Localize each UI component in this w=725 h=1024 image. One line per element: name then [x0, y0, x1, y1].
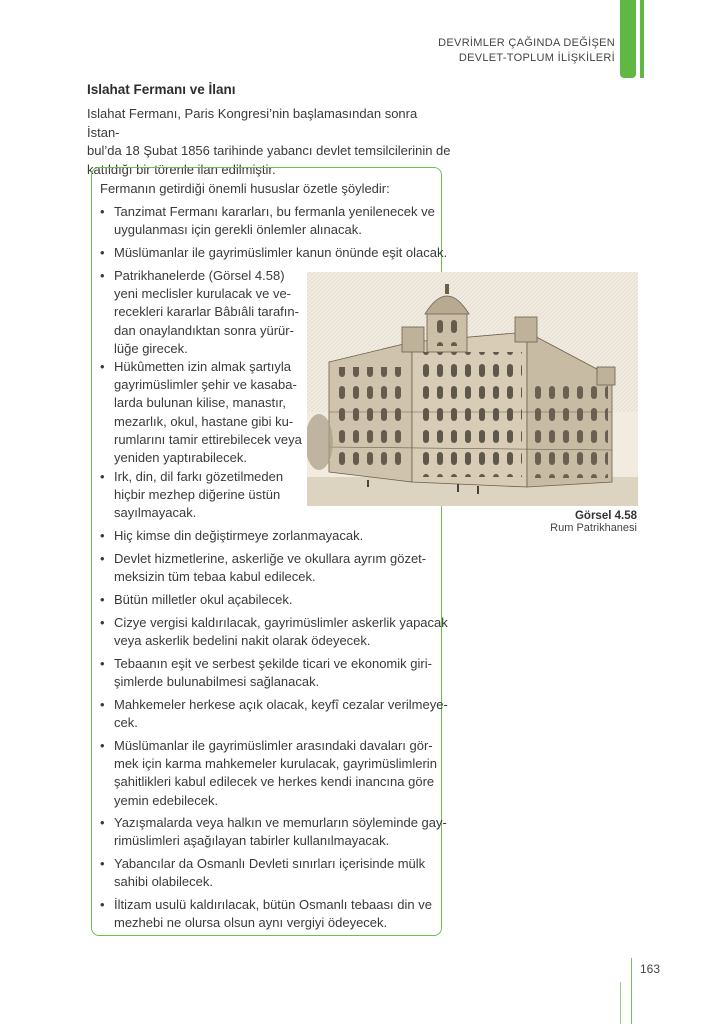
- summary-item-line: gayrimüslimler şehir ve kasaba-: [114, 377, 297, 393]
- summary-item-line: Irk, din, dil farkı gözetilmeden: [114, 469, 284, 484]
- summary-item-line: rimüslimleri aşağılayan tabirler kullanılmayacak.: [114, 833, 390, 849]
- summary-item-line: veya askerlik bedelini nakit olarak ödeyecek.: [114, 633, 371, 649]
- summary-item-text: [114, 358, 302, 467]
- summary-item-text: [114, 614, 448, 650]
- patriarchate-illustration: [307, 272, 638, 506]
- bullet-icon: •: [100, 592, 105, 607]
- bullet-icon: •: [100, 615, 105, 630]
- summary-item-line: mezhebi ne olursa olsun aynı vergiyi ödeyecek.: [114, 915, 388, 931]
- summary-item-line: hiçbir mezhep diğerine üstün: [114, 487, 281, 503]
- summary-item-line: sahibi olabilecek.: [114, 874, 214, 890]
- bullet-icon: •: [100, 738, 105, 753]
- summary-item-line: şahitlikleri kabul edilecek ve herkes kendi inancına göre: [114, 774, 435, 790]
- summary-item-line: Hükûmetten izin almak şartıyla: [114, 359, 292, 374]
- figure-caption: Rum Patrikhanesi: [550, 522, 637, 534]
- bullet-icon: •: [100, 551, 105, 566]
- summary-item-line: rumlarını tamir ettirebilecek veya: [114, 431, 302, 447]
- summary-item-text: [114, 468, 283, 523]
- summary-item-line: meksizin tüm tebaa kabul edilecek.: [114, 569, 316, 585]
- summary-item-line: cek.: [114, 715, 138, 731]
- summary-item-line: yemin edebilecek.: [114, 792, 219, 808]
- bullet-icon: •: [100, 268, 105, 283]
- header-line-1: DEVRİMLER ÇAĞINDA DEĞİŞEN: [438, 37, 615, 49]
- bullet-icon: •: [100, 359, 105, 374]
- running-header: [438, 36, 615, 66]
- summary-item-line: yeni meclisler kurulacak ve ve-: [114, 286, 292, 302]
- summary-item-text: [114, 855, 425, 891]
- bullet-icon: •: [100, 697, 105, 712]
- summary-item-line: Müslümanlar ile gayrimüslimler arasındaki davaları gör-: [114, 738, 433, 753]
- intro-line: Islahat Fermanı, Paris Kongresi’nin başlamasından sonra İstan-: [87, 106, 418, 140]
- summary-item-text: [114, 591, 292, 609]
- summary-item-line: sayılmayacak.: [114, 505, 197, 521]
- summary-item-line: Müslümanlar ile gayrimüslimler kanun önünde eşit olacak.: [114, 245, 448, 260]
- summary-item-text: [114, 737, 437, 810]
- summary-item-line: yeniden yaptırabilecek.: [114, 450, 247, 466]
- summary-item-line: mezarlık, okul, hastane gibi ku-: [114, 413, 294, 429]
- summary-item-text: [114, 203, 435, 239]
- chapter-color-tab: [620, 0, 636, 78]
- summary-item-line: Devlet hizmetlerine, askerliğe ve okullara ayrım gözet-: [114, 551, 427, 566]
- bullet-icon: •: [100, 528, 105, 543]
- summary-item-line: Tanzimat Fermanı kararları, bu fermanla yenilenecek ve: [114, 204, 435, 219]
- summary-item-line: Yazışmalarda veya halkın ve memurların söyleminde gay-: [114, 815, 447, 830]
- summary-item-line: uygulanması için gerekli önlemler alınacak.: [114, 222, 362, 238]
- summary-item-text: [114, 655, 432, 691]
- bullet-icon: •: [100, 897, 105, 912]
- page-number-rule-secondary: [620, 982, 621, 1024]
- summary-item-line: Mahkemeler herkese açık olacak, keyfî cezalar verilmeye-: [114, 697, 448, 712]
- section-title: Islahat Fermanı ve İlanı: [87, 82, 236, 97]
- summary-item-text: [114, 550, 426, 586]
- summary-item-line: Cizye vergisi kaldırılacak, gayrimüslimler askerlik yapacak: [114, 615, 448, 630]
- summary-lead: Fermanın getirdiği önemli hususlar özetle şöyledir:: [100, 181, 390, 196]
- building-engraving: [307, 272, 638, 506]
- chapter-color-stripe: [640, 0, 644, 78]
- summary-item-text: [114, 527, 363, 545]
- bullet-icon: •: [100, 204, 105, 219]
- summary-item-line: şimlerde bulunabilmesi sağlanacak.: [114, 674, 320, 690]
- bullet-icon: •: [100, 815, 105, 830]
- summary-item-line: Yabancılar da Osmanlı Devleti sınırları içerisinde mülk: [114, 856, 426, 871]
- summary-item-line: Tebaanın eşit ve serbest şekilde ticari ve ekonomik giri-: [114, 656, 432, 671]
- summary-item-line: Bütün milletler okul açabilecek.: [114, 592, 293, 607]
- header-line-2: DEVLET-TOPLUM İLİŞKİLERİ: [458, 52, 615, 64]
- summary-item-line: lüğe girecek.: [114, 340, 188, 356]
- intro-line: bul’da 18 Şubat 1856 tarihinde yabancı devlet temsilcilerinin de: [87, 143, 451, 158]
- summary-item-text: [114, 267, 299, 358]
- summary-item-line: dan onaylandıktan sonra yürür-: [114, 322, 294, 338]
- summary-item-text: [114, 814, 447, 850]
- summary-item-line: Hiç kimse din değiştirmeye zorlanmayacak.: [114, 528, 364, 543]
- summary-item-text: [114, 896, 432, 932]
- page-number-rule: [631, 958, 632, 1024]
- summary-item-line: recekleri kararlar Bâbıâli tarafın-: [114, 304, 299, 320]
- figure-label: Görsel 4.58: [574, 510, 637, 522]
- summary-item-line: larda bulunan kilise, manastır,: [114, 395, 286, 411]
- summary-item-text: [114, 244, 447, 262]
- bullet-icon: •: [100, 469, 105, 484]
- intro-line: katıldığı bir törenle ilan edilmiştir.: [87, 161, 276, 177]
- page-number: 163: [640, 962, 661, 976]
- summary-item-line: Patrikhanelerde (Görsel 4.58): [114, 268, 285, 283]
- summary-item-line: İltizam usulü kaldırılacak, bütün Osmanlı tebaası din ve: [114, 897, 432, 912]
- summary-item-line: mek için karma mahkemeler kurulacak, gayrimüslimlerin: [114, 756, 437, 772]
- summary-item-text: [114, 696, 448, 732]
- bullet-icon: •: [100, 245, 105, 260]
- bullet-icon: •: [100, 656, 105, 671]
- bullet-icon: •: [100, 856, 105, 871]
